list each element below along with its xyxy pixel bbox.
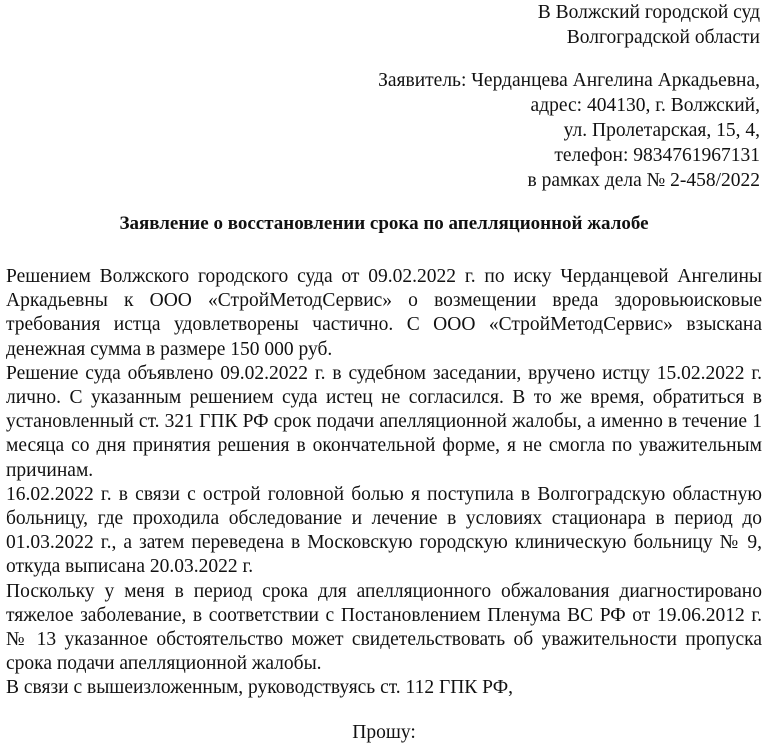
applicant-street-line: ул. Пролетарская, 15, 4, [563,120,760,141]
applicant-address-line: адрес: 404130, г. Волжский, [530,95,760,116]
applicant-phone-line: телефон: 9834761967131 [554,145,760,166]
body-paragraph: В связи с вышеизложенным, руководствуясь ст. 112 ГПК РФ, [6,677,513,699]
body-paragraph: Решением Волжского городского суда от 09.02.2022 г. по иску Черданцевой Ангелины Аркадьевны к ООО «СтройМетодСервис» о возмещении вреда здоровьюисковые требования истца удовлетворены частично. С ООО «СтройМетодСервис» взыскана денежная сумма в размере 150 000 руб. [6,266,762,360]
body-paragraph: 16.02.2022 г. в связи с острой головной болью я поступила в Волгоградскую областную больницу, где проходила обследование и лечение в условиях стационара в период до 01.03.2022 г., а затем переведена в Московскую городскую клиническую больницу № 9, откуда выписана 20.03.2022 г. [6,483,762,578]
case-number-line: в рамках дела № 2-458/2022 [527,170,760,191]
request-heading: Прошу: [352,722,416,743]
document-body [6,265,762,701]
body-paragraph: Поскольку у меня в период срока для апелляционного обжалования диагностировано тяжелое заболевание, в соответствии с Постановлением Пленума ВС РФ от 19.06.2012 г. № 13 указанное обстоятельство может свидетельствовать об уважительности пропуска срока подачи апелляционной жалобы. [6,580,762,675]
applicant-name-line: Заявитель: Черданцева Ангелина Аркадьевна, [378,70,760,91]
court-addressee [538,0,760,50]
court-region-line: Волгоградской области [566,27,760,48]
body-paragraph: Решение суда объявлено 09.02.2022 г. в судебном заседании, вручено истцу 15.02.2022 г. лично. С указанным решением суда истец не согласился. В то же время, обратиться в установленный ст. 321 ГПК РФ срок подачи апелляционной жалобы, а именно в течение 1 месяца со дня принятия решения в окончательной форме, я не смогла по уважительным причинам. [6,362,762,481]
document-title: Заявление о восстановлении срока по апелляционной жалобе [119,213,649,234]
applicant-block [378,68,760,193]
court-name-line: В Волжский городской суд [537,2,760,23]
